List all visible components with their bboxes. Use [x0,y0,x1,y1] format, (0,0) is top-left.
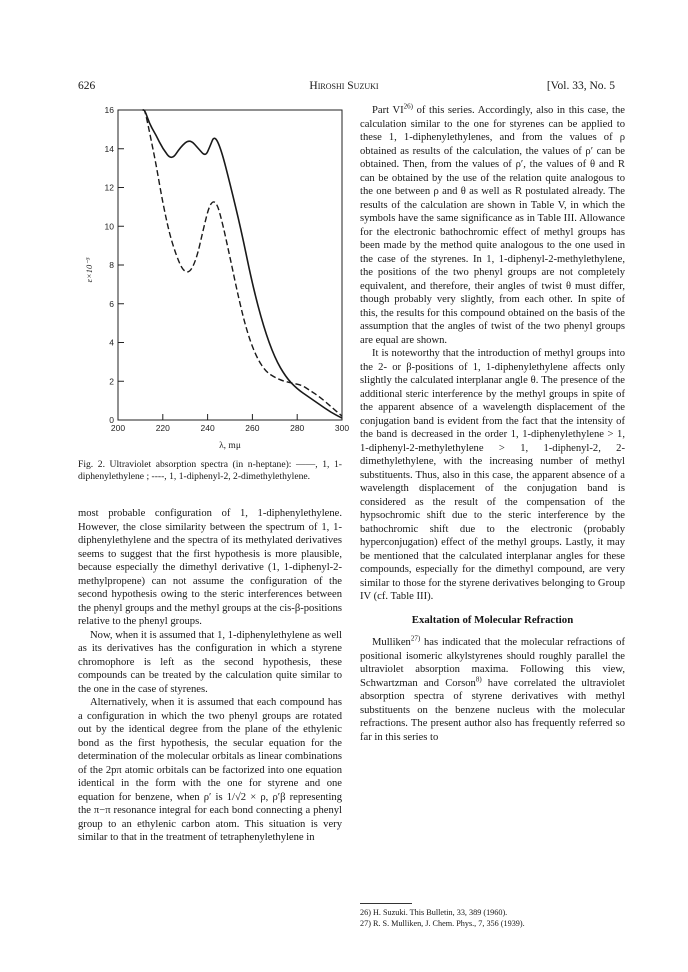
y-tick-label: 14 [104,143,114,154]
y-tick-label: 8 [109,260,114,270]
running-header-volume: [Vol. 33, No. 5 [546,80,615,92]
left-paragraph-2: Now, when it is assumed that 1, 1-diphenylethylene as well as its derivatives has the configuration in which a styrene chromophore is left as the second hypothesis, these compounds can be treated by the calculation quite similar to the one in the case of styrenes. [78,629,342,695]
series-diphenylethylene [143,110,342,418]
uv-absorption-chart [78,100,350,454]
right-paragraph-1: Part VI$^{26)}$ of this series. Accordingly, also in this case, the calculation similar to the one for styrenes can be applied to these 1, 1-diphenylethylenes, and from the values of ρ obtained as results of the calculation, the values of ρ′ can be obtained. Then, from the values of ρ′, the values of θ and R can be obtained by the use of the relation quite analogous to the one between ρ and θ as well as R postulated already. The results of the calculation are shown in Table V, in which the symbols have the same significance as in Table III. Allowance for the electronic bathochromic effect of methyl groups has been made by the method quite analogous to the one used in the case of the styrenes. In 1, 1-diphenyl-2-methylethylene, the positions of the two phenyl groups are not completely equivalent, and therefore, their angles of twist θ must differ, though probably very slightly, from each other. In spite of this, the results for this compound obtained on the basis of the assumption that the angles of twist of the two phenyl groups are equal are shown. [360,102,626,346]
footnote-rule [360,903,412,904]
y-axis-ticks [105,105,124,425]
y-tick-label: 4 [109,337,114,348]
footnote-27: 27) R. S. Mulliken, J. Chem. Phys., 7, 356 (1939). [360,919,525,928]
y-tick-label: 10 [104,221,114,232]
page-number: 626 [78,80,96,92]
x-tick-label: 220 [155,423,170,433]
plot-frame [118,110,342,420]
y-tick-label: 12 [104,182,114,193]
x-tick-label: 200 [110,423,126,433]
x-axis-label: λ, mμ [219,441,241,451]
section-title: Exaltation of Molecular Refraction [411,613,574,626]
footnote-26: 26) H. Suzuki. This Bulletin, 33, 389 (1960). [360,908,508,917]
series-dimethylethylene [143,110,342,416]
y-tick-label: 16 [104,105,114,115]
running-header-author: Hiroshi Suzuki [309,80,379,92]
y-tick-label: 0 [109,415,114,425]
figure-caption: Fig. 2. Ultraviolet absorption spectra (in n-heptane): ——, 1, 1-diphenylethylene ; ----, 1, 1-diphenyl-2, 2-dimethylethylene. [78,459,342,482]
x-tick-label: 300 [334,423,350,433]
x-axis-ticks [111,414,349,433]
right-paragraph-3: Mulliken$^{27)}$ has indicated that the molecular refractions of positional isomeric alkylstyrenes should roughly parallel the ultraviolet absorption maxima. Following this view, Schwartzman and Corson$^{8)}$ have correlated the ultraviolet absorption spectra of styrene derivatives with methyl substituents on the benzene nucleus with the molecular refractions. The present author also has frequently referred so far in this series to [360,634,626,743]
y-tick-label: 2 [109,376,114,387]
left-column [78,507,342,845]
y-tick-label: 6 [109,298,114,309]
y-axis-label: ε×10⁻³ [84,257,94,283]
x-tick-label: 240 [200,423,215,433]
x-tick-label: 280 [290,423,305,433]
right-column [360,104,625,744]
left-paragraph-3: Alternatively, when it is assumed that each compound has a configuration in which the two phenyl groups are rotated out by the identical degree from the plane of the ethylenic bond as the first hypothesis, the secular equation for the determination of the molecular orbitals as linear combinations of the 2pπ atomic orbitals can be factorized into one equation identical in the form with the one for styrene and one equation for benzene, when ρ′ is 1/√2 × ρ, ρ′β representing the π−π resonance integral for each bond connecting a phenyl group to an ethylenic carbon atom. This situation is very similar to that in the treatment of tetraphenylethylene in [78,697,342,843]
x-tick-label: 260 [245,423,260,433]
left-paragraph-1: most probable configuration of 1, 1-diphenylethylene. However, the close similarity between the spectrum of 1, 1-diphenylethylene and the spectra of its methylated derivatives seems to suggest that the first hypothesis is more plausible, because especially the dimethyl derivative (1, 1-diphenyl-2-methylpropene) can not assume the configuration of the second hypothesis owing to the steric interferences between the phenyl groups and the methyl groups at the cis-β-positions relative to the phenyl groups. [78,508,343,627]
right-paragraph-2: It is noteworthy that the introduction of methyl groups into the 2- or β-positions of 1, 1-diphenylethylene affects only slightly the calculated interplanar angle θ. The presence of the additional steric interference by the methyl groups in spite of the apparent absence of a wavelength displacement of the conjugation band is evident from the fact that the intensity of the band is decreased in the order 1, 1-diphenylethylene > 1, 1-diphenyl-2-methylethylene > 1, 1-diphenyl-2, 2-dimethylethylene, with the increasing number of methyl substituents. Thus, also in this case, the apparent absence of a wavelength displacement of the conjugation band is considered as the result of the compensation of the hypsochromic shift due to the steric interference by the bathochromic shift due to the electronic (probably hyperconjugation) effect of the methyl groups. Lastly, it may be mentioned that the calculated interplanar angles for these compounds, especially for the dimethyl compound, are very similar to those for the styrene derivatives belonging to Group IV (cf. Table III). [360,348,625,602]
